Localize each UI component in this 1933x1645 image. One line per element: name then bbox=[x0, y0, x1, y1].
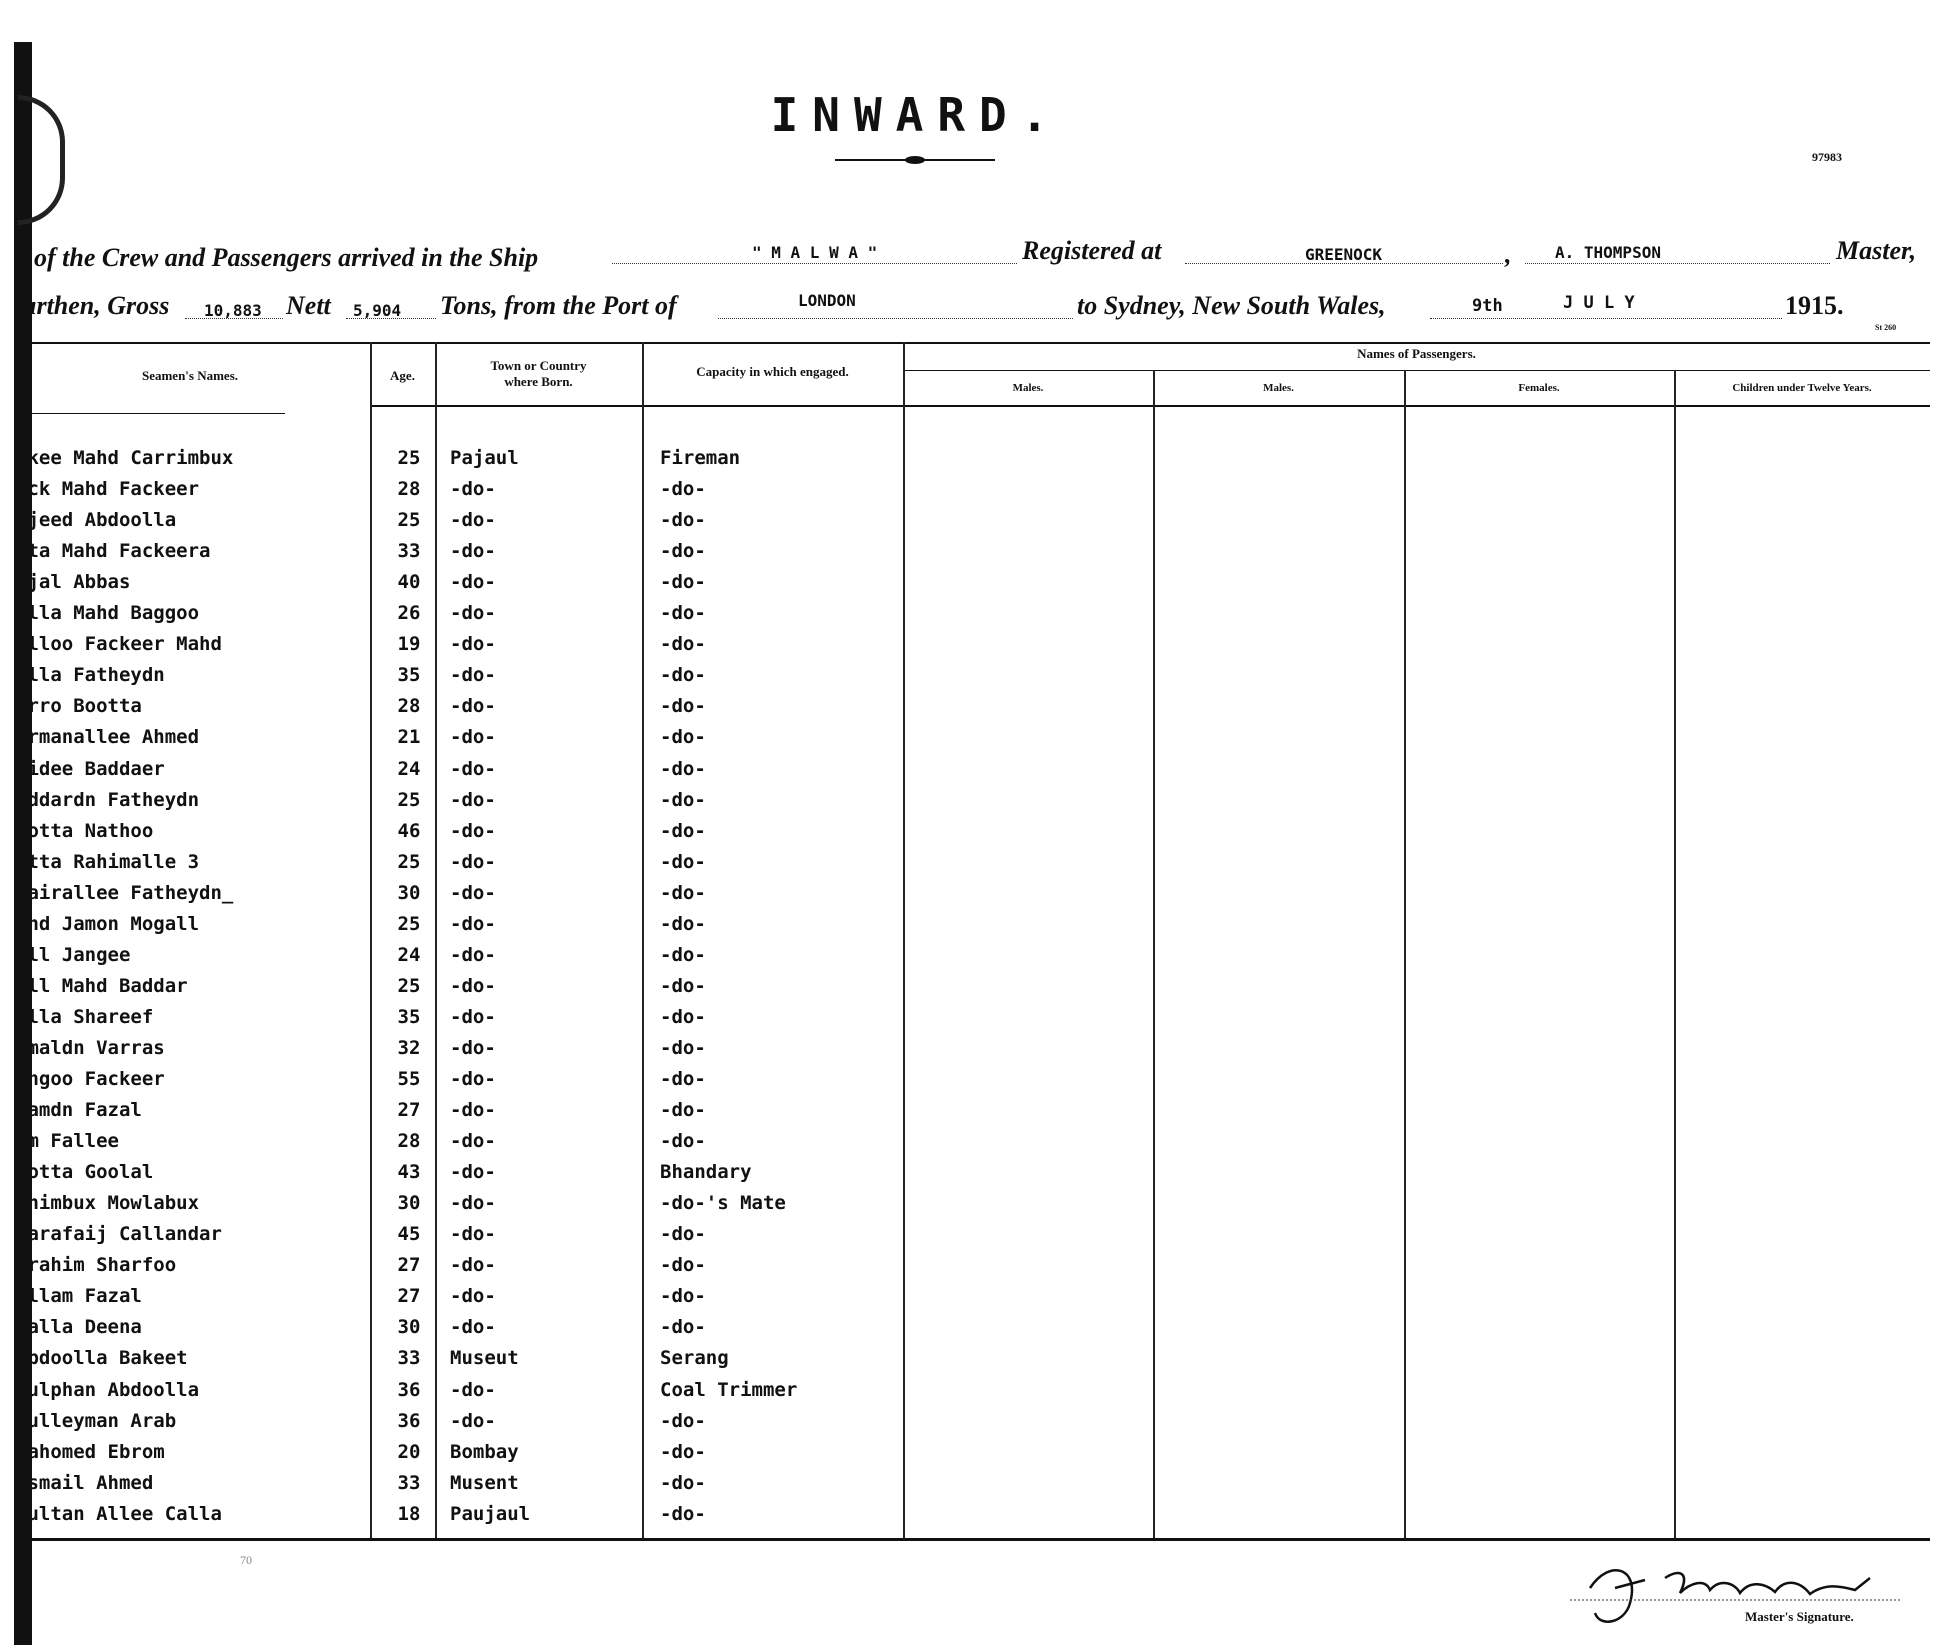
crew-capacity: -do- bbox=[660, 695, 706, 717]
table-row bbox=[0, 1285, 900, 1311]
crew-name: Culphan Abdoolla bbox=[16, 1379, 200, 1401]
signature-label: Master's Signature. bbox=[1745, 1609, 1854, 1624]
crew-age: 30 bbox=[397, 1316, 421, 1338]
crew-name: lamdn Fazal bbox=[16, 1099, 142, 1121]
crew-name: harafaij Callandar bbox=[16, 1223, 222, 1245]
table-row bbox=[0, 820, 900, 846]
tons-label: Tons, from the Port of bbox=[440, 291, 677, 320]
crew-name: Sulleyman Arab bbox=[16, 1410, 177, 1432]
ship-name: " M A L W A " bbox=[752, 243, 878, 262]
table-row bbox=[0, 1441, 900, 1467]
crew-birthplace: -do- bbox=[450, 882, 496, 904]
table-row bbox=[0, 1161, 900, 1187]
crew-name: aidee Baddaer bbox=[16, 758, 165, 780]
crew-birthplace: -do- bbox=[450, 695, 496, 717]
crew-birthplace: -do- bbox=[450, 944, 496, 966]
crew-birthplace: -do- bbox=[450, 913, 496, 935]
col-header-children: Children under Twelve Years. bbox=[1732, 382, 1872, 394]
crew-capacity: -do- bbox=[660, 1472, 706, 1494]
title-ornament bbox=[835, 150, 995, 170]
crew-birthplace: -do- bbox=[450, 758, 496, 780]
crew-capacity: -do- bbox=[660, 633, 706, 655]
crew-birthplace: Paujaul bbox=[450, 1503, 531, 1525]
crew-age: 24 bbox=[397, 944, 421, 966]
destination: to Sydney, New South Wales, bbox=[1077, 291, 1386, 320]
crew-name: eotta Goolal bbox=[16, 1161, 154, 1183]
crew-age: 36 bbox=[397, 1410, 421, 1432]
crew-name: alla Fatheydn bbox=[16, 664, 165, 686]
gross-tonnage: 10,883 bbox=[204, 301, 262, 320]
crew-capacity: -do- bbox=[660, 789, 706, 811]
crew-age: 35 bbox=[397, 1006, 421, 1028]
margin-mark: 70 bbox=[240, 1553, 252, 1567]
crew-age: 30 bbox=[397, 1192, 421, 1214]
stamp-number: St 260 bbox=[1875, 323, 1897, 332]
crew-name: Abdoolla Bakeet bbox=[16, 1347, 188, 1369]
ship-dotted-line bbox=[612, 263, 1017, 264]
crew-birthplace: -do- bbox=[450, 851, 496, 873]
crew-birthplace: -do- bbox=[450, 789, 496, 811]
table-row bbox=[0, 633, 900, 659]
col-divider-children bbox=[1674, 370, 1676, 1538]
crew-name: itta Rahimalle 3 bbox=[16, 851, 200, 873]
crew-age: 20 bbox=[397, 1441, 421, 1463]
crew-age: 43 bbox=[397, 1161, 421, 1183]
crew-birthplace: -do- bbox=[450, 1130, 496, 1152]
crew-capacity: -do- bbox=[660, 1254, 706, 1276]
table-row bbox=[0, 758, 900, 784]
crew-age: 24 bbox=[397, 758, 421, 780]
date-dotted-line bbox=[1430, 318, 1782, 319]
crew-name: am Fallee bbox=[16, 1130, 119, 1152]
crew-name: ajal Abbas bbox=[16, 571, 131, 593]
table-row bbox=[0, 1347, 900, 1373]
crew-name: Mahomed Ebrom bbox=[16, 1441, 165, 1463]
crew-capacity: -do- bbox=[660, 1223, 706, 1245]
crew-capacity: Coal Trimmer bbox=[660, 1379, 798, 1401]
crew-age: 27 bbox=[397, 1099, 421, 1121]
crew-birthplace: -do- bbox=[450, 1037, 496, 1059]
date-month: J U L Y bbox=[1563, 293, 1635, 313]
table-row bbox=[0, 882, 900, 908]
crew-name: ill Jangee bbox=[16, 944, 131, 966]
table-top-rule bbox=[20, 342, 1930, 344]
crew-birthplace: -do- bbox=[450, 633, 496, 655]
crew-age: 25 bbox=[397, 509, 421, 531]
port-from: LONDON bbox=[798, 291, 856, 310]
crew-birthplace: -do- bbox=[450, 664, 496, 686]
header-bottom-rule bbox=[370, 405, 1930, 407]
crew-birthplace: -do- bbox=[450, 1068, 496, 1090]
crew-birthplace: -do- bbox=[450, 1316, 496, 1338]
crew-age: 55 bbox=[397, 1068, 421, 1090]
crew-age: 27 bbox=[397, 1254, 421, 1276]
crew-capacity: -do- bbox=[660, 1037, 706, 1059]
registered-label: Registered at bbox=[1022, 236, 1162, 265]
nett-tonnage: 5,904 bbox=[353, 301, 402, 320]
crew-birthplace: Bombay bbox=[450, 1441, 519, 1463]
passengers-sub-rule bbox=[903, 370, 1930, 371]
col-header-town-line2: where Born. bbox=[504, 374, 573, 389]
crew-name: angoo Fackeer bbox=[16, 1068, 165, 1090]
crew-birthplace: -do- bbox=[450, 1006, 496, 1028]
crew-age: 33 bbox=[397, 540, 421, 562]
port-registered: GREENOCK bbox=[1305, 245, 1383, 264]
crew-name: amaldn Varras bbox=[16, 1037, 165, 1059]
table-row bbox=[0, 1379, 900, 1405]
crew-birthplace: -do- bbox=[450, 1379, 496, 1401]
crew-capacity: -do-'s Mate bbox=[660, 1192, 786, 1214]
table-row bbox=[0, 789, 900, 815]
crew-name: alla Shareef bbox=[16, 1006, 154, 1028]
table-row bbox=[0, 913, 900, 939]
header-comma: , bbox=[1505, 240, 1512, 269]
crew-name: ahimbux Mowlabux bbox=[16, 1192, 200, 1214]
table-row bbox=[0, 1503, 900, 1529]
crew-age: 33 bbox=[397, 1347, 421, 1369]
crew-birthplace: -do- bbox=[450, 1099, 496, 1121]
crew-name: akee Mahd Carrimbux bbox=[16, 447, 234, 469]
crew-age: 28 bbox=[397, 695, 421, 717]
col-header-capacity: Capacity in which engaged. bbox=[696, 364, 849, 379]
crew-age: 18 bbox=[397, 1503, 421, 1525]
crew-birthplace: Museut bbox=[450, 1347, 519, 1369]
crew-age: 25 bbox=[397, 447, 421, 469]
table-row bbox=[0, 1006, 900, 1032]
crew-birthplace: -do- bbox=[450, 1254, 496, 1276]
crew-age: 30 bbox=[397, 882, 421, 904]
table-row bbox=[0, 1068, 900, 1094]
crew-birthplace: -do- bbox=[450, 571, 496, 593]
crew-birthplace: -do- bbox=[450, 820, 496, 842]
crew-capacity: -do- bbox=[660, 913, 706, 935]
table-row bbox=[0, 851, 900, 877]
names-header-rule bbox=[20, 413, 285, 414]
crew-name: alla Mahd Baggoo bbox=[16, 602, 200, 624]
table-row bbox=[0, 602, 900, 628]
crew-birthplace: -do- bbox=[450, 1161, 496, 1183]
crew-birthplace: Pajaul bbox=[450, 447, 519, 469]
crew-capacity: Fireman bbox=[660, 447, 741, 469]
crew-age: 40 bbox=[397, 571, 421, 593]
table-row bbox=[0, 1099, 900, 1125]
table-row bbox=[0, 726, 900, 752]
crew-name: erro Bootta bbox=[16, 695, 142, 717]
crew-age: 46 bbox=[397, 820, 421, 842]
crew-birthplace: -do- bbox=[450, 509, 496, 531]
col-header-names: Seamen's Names. bbox=[141, 368, 239, 383]
col-divider-females bbox=[1404, 370, 1406, 1538]
table-row bbox=[0, 695, 900, 721]
crew-capacity: -do- bbox=[660, 1316, 706, 1338]
crew-age: 27 bbox=[397, 1285, 421, 1307]
crew-age: 28 bbox=[397, 1130, 421, 1152]
crew-age: 21 bbox=[397, 726, 421, 748]
crew-birthplace: -do- bbox=[450, 975, 496, 997]
crew-capacity: -do- bbox=[660, 975, 706, 997]
crew-name: Allam Fazal bbox=[16, 1285, 142, 1307]
table-row bbox=[0, 1192, 900, 1218]
crew-birthplace: -do- bbox=[450, 1223, 496, 1245]
master-name: A. THOMPSON bbox=[1555, 243, 1661, 262]
form-number: 97983 bbox=[1812, 150, 1842, 164]
crew-capacity: Bhandary bbox=[660, 1161, 752, 1183]
crew-name: Esmail Ahmed bbox=[16, 1472, 154, 1494]
master-dotted-line bbox=[1525, 263, 1830, 264]
col-header-town bbox=[435, 358, 642, 390]
crew-age: 45 bbox=[397, 1223, 421, 1245]
col-divider-passengers bbox=[903, 342, 905, 1538]
table-row bbox=[0, 1130, 900, 1156]
crew-capacity: -do- bbox=[660, 1441, 706, 1463]
table-row bbox=[0, 1037, 900, 1063]
table-row bbox=[0, 447, 900, 473]
crew-name: eotta Nathoo bbox=[16, 820, 154, 842]
crew-age: 25 bbox=[397, 975, 421, 997]
table-row bbox=[0, 478, 900, 504]
crew-capacity: -do- bbox=[660, 882, 706, 904]
crew-birthplace: -do- bbox=[450, 478, 496, 500]
crew-capacity: Serang bbox=[660, 1347, 729, 1369]
crew-age: 36 bbox=[397, 1379, 421, 1401]
crew-age: 33 bbox=[397, 1472, 421, 1494]
table-bottom-rule bbox=[20, 1538, 1930, 1541]
crew-name: ahd Jamon Mogall bbox=[16, 913, 200, 935]
crew-name: armanallee Ahmed bbox=[16, 726, 200, 748]
table-row bbox=[0, 1316, 900, 1342]
crew-age: 25 bbox=[397, 851, 421, 873]
crew-name: Calla Deena bbox=[16, 1316, 142, 1338]
crew-capacity: -do- bbox=[660, 820, 706, 842]
crew-name: ita Mahd Fackeera bbox=[16, 540, 211, 562]
crew-capacity: -do- bbox=[660, 602, 706, 624]
table-row bbox=[0, 664, 900, 690]
port-from-dotted-line bbox=[718, 318, 1073, 319]
crew-name: ill Mahd Baddar bbox=[16, 975, 188, 997]
crew-capacity: -do- bbox=[660, 478, 706, 500]
crew-birthplace: -do- bbox=[450, 1410, 496, 1432]
crew-capacity: -do- bbox=[660, 944, 706, 966]
crew-capacity: -do- bbox=[660, 726, 706, 748]
crew-capacity: -do- bbox=[660, 1006, 706, 1028]
crew-birthplace: -do- bbox=[450, 1192, 496, 1214]
col-header-passengers: Names of Passengers. bbox=[1357, 346, 1476, 361]
crew-name: ajeed Abdoolla bbox=[16, 509, 177, 531]
crew-birthplace: Musent bbox=[450, 1472, 519, 1494]
table-row bbox=[0, 571, 900, 597]
date-day: 9th bbox=[1472, 296, 1503, 316]
table-row bbox=[0, 975, 900, 1001]
crew-name: hairallee Fatheydn_ bbox=[16, 882, 234, 904]
crew-capacity: -do- bbox=[660, 1130, 706, 1152]
crew-capacity: -do- bbox=[660, 664, 706, 686]
col-header-males2: Males. bbox=[1263, 382, 1294, 394]
crew-age: 35 bbox=[397, 664, 421, 686]
crew-capacity: -do- bbox=[660, 1068, 706, 1090]
crew-age: 26 bbox=[397, 602, 421, 624]
crew-name: addardn Fatheydn bbox=[16, 789, 200, 811]
table-row bbox=[0, 1254, 900, 1280]
col-divider-males2 bbox=[1153, 370, 1155, 1538]
col-header-town-line1: Town or Country bbox=[490, 358, 587, 373]
table-row bbox=[0, 1472, 900, 1498]
crew-capacity: -do- bbox=[660, 1285, 706, 1307]
crew-birthplace: -do- bbox=[450, 726, 496, 748]
crew-age: 28 bbox=[397, 478, 421, 500]
nett-label: Nett bbox=[286, 291, 331, 320]
table-row bbox=[0, 1410, 900, 1436]
crew-capacity: -do- bbox=[660, 1099, 706, 1121]
col-header-age: Age. bbox=[390, 368, 415, 383]
col-header-females: Females. bbox=[1518, 382, 1560, 394]
burthen-label: urthen, Gross bbox=[22, 291, 170, 320]
header-line1-prefix: of the Crew and Passengers arrived in the Ship bbox=[34, 243, 539, 272]
crew-capacity: -do- bbox=[660, 540, 706, 562]
table-row bbox=[0, 509, 900, 535]
crew-age: 25 bbox=[397, 789, 421, 811]
page-title: INWARD. bbox=[770, 88, 1063, 142]
crew-birthplace: -do- bbox=[450, 540, 496, 562]
crew-capacity: -do- bbox=[660, 509, 706, 531]
crew-name: eck Mahd Fackeer bbox=[16, 478, 200, 500]
crew-capacity: -do- bbox=[660, 1410, 706, 1432]
master-label: Master, bbox=[1836, 236, 1917, 265]
date-year: 1915. bbox=[1785, 291, 1844, 320]
crew-age: 25 bbox=[397, 913, 421, 935]
crew-name: Sultan Allee Calla bbox=[16, 1503, 222, 1525]
table-row bbox=[0, 540, 900, 566]
crew-capacity: -do- bbox=[660, 851, 706, 873]
col-header-males1: Males. bbox=[1012, 382, 1044, 394]
crew-birthplace: -do- bbox=[450, 1285, 496, 1307]
crew-age: 19 bbox=[397, 633, 421, 655]
crew-name: brahim Sharfoo bbox=[16, 1254, 177, 1276]
crew-age: 32 bbox=[397, 1037, 421, 1059]
table-row bbox=[0, 1223, 900, 1249]
crew-capacity: -do- bbox=[660, 1503, 706, 1525]
crew-capacity: -do- bbox=[660, 571, 706, 593]
crew-birthplace: -do- bbox=[450, 602, 496, 624]
crew-capacity: -do- bbox=[660, 758, 706, 780]
crew-name: alloo Fackeer Mahd bbox=[16, 633, 222, 655]
table-row bbox=[0, 944, 900, 970]
